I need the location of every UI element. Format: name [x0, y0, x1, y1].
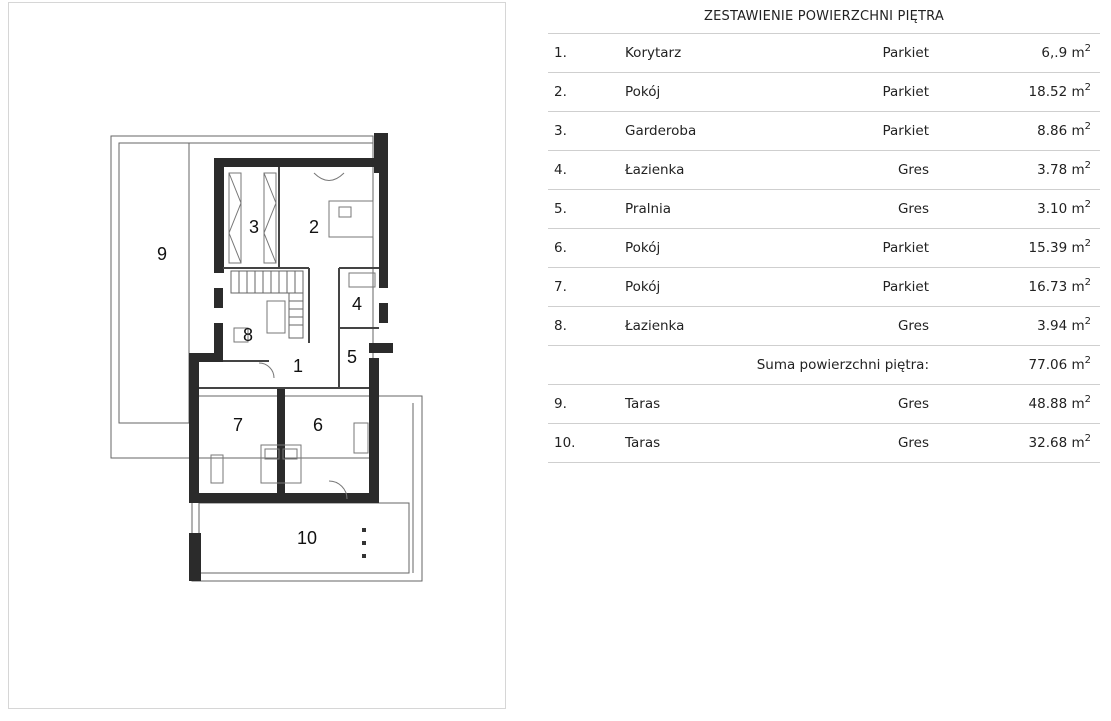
floor-material: Gres	[897, 201, 929, 217]
area-unit-exponent: 2	[1084, 316, 1091, 327]
area-value: 32.68 m	[1028, 435, 1085, 451]
table-row	[548, 385, 1100, 424]
floor-material: Gres	[897, 318, 929, 334]
area-unit-exponent: 2	[1084, 43, 1091, 54]
room-label-8: 8	[242, 324, 254, 345]
floor-material: Gres	[897, 162, 929, 178]
terrace-9	[111, 136, 373, 458]
table-row	[548, 268, 1100, 307]
room-name: Pokój	[625, 279, 661, 295]
room-label-9: 9	[156, 243, 168, 264]
room-area	[1029, 268, 1091, 306]
row-number: 5.	[554, 201, 567, 217]
room-label-4: 4	[351, 293, 363, 314]
sum-row	[548, 346, 1100, 385]
area-value: 77.06 m	[1028, 357, 1085, 373]
area-unit-exponent: 2	[1084, 355, 1091, 366]
row-number: 6.	[554, 240, 567, 256]
area-unit-exponent: 2	[1084, 199, 1091, 210]
room-name: Pralnia	[625, 201, 672, 217]
row-number: 3.	[554, 123, 567, 139]
table-row	[548, 34, 1100, 73]
area-unit-exponent: 2	[1084, 394, 1091, 405]
room-label-3: 3	[248, 216, 260, 237]
room-name: Łazienka	[625, 162, 685, 178]
area-value: 16.73 m	[1028, 279, 1085, 295]
area-value: 48.88 m	[1028, 396, 1085, 412]
area-unit-exponent: 2	[1084, 238, 1091, 249]
row-number: 1.	[554, 45, 567, 61]
sum-area	[1029, 346, 1091, 384]
area-unit-exponent: 2	[1084, 277, 1091, 288]
area-unit-exponent: 2	[1084, 433, 1091, 444]
row-number: 9.	[554, 396, 567, 412]
area-value: 15.39 m	[1028, 240, 1085, 256]
room-name: Pokój	[625, 84, 661, 100]
floor-material: Parkiet	[882, 240, 929, 256]
terrace-10	[192, 396, 422, 581]
terrace-railing-dots	[362, 528, 366, 558]
area-value: 3.78 m	[1037, 162, 1085, 178]
area-summary-table	[548, 0, 1100, 463]
floor-material: Gres	[897, 435, 929, 451]
floor-material: Gres	[897, 396, 929, 412]
table-row	[548, 112, 1100, 151]
room-label-7: 7	[232, 414, 244, 435]
table-row	[548, 73, 1100, 112]
room-label-10: 10	[296, 527, 318, 548]
floor-material: Parkiet	[882, 84, 929, 100]
area-value: 6,.9 m	[1041, 45, 1085, 61]
room-area	[1029, 385, 1091, 423]
floor-material: Parkiet	[882, 123, 929, 139]
room-label-1: 1	[292, 355, 304, 376]
room-label-6: 6	[312, 414, 324, 435]
room-area	[1029, 424, 1091, 462]
walls	[189, 133, 393, 581]
table-row	[548, 151, 1100, 190]
room-area	[1029, 229, 1091, 267]
area-value: 18.52 m	[1028, 84, 1085, 100]
room-area	[1041, 34, 1091, 72]
area-value: 8.86 m	[1037, 123, 1085, 139]
room-label-5: 5	[346, 346, 358, 367]
room-name: Garderoba	[625, 123, 697, 139]
room-area	[1037, 190, 1091, 228]
room-area	[1037, 151, 1091, 189]
area-unit-exponent: 2	[1084, 82, 1091, 93]
furniture	[211, 173, 375, 499]
table-row	[548, 190, 1100, 229]
room-name: Korytarz	[625, 45, 682, 61]
table-row	[548, 424, 1100, 463]
row-number: 4.	[554, 162, 567, 178]
room-name: Łazienka	[625, 318, 685, 334]
row-number: 10.	[554, 435, 576, 451]
table-row	[548, 229, 1100, 268]
row-number: 2.	[554, 84, 567, 100]
sum-label: Suma powierzchni piętra:	[756, 357, 929, 373]
floor-material: Parkiet	[882, 45, 929, 61]
area-unit-exponent: 2	[1084, 160, 1091, 171]
area-value: 3.94 m	[1037, 318, 1085, 334]
table-row	[548, 307, 1100, 346]
room-name: Taras	[625, 435, 661, 451]
row-number: 7.	[554, 279, 567, 295]
room-name: Pokój	[625, 240, 661, 256]
floor-plan-panel	[8, 2, 506, 709]
room-label-2: 2	[308, 216, 320, 237]
room-name: Taras	[625, 396, 661, 412]
area-unit-exponent: 2	[1084, 121, 1091, 132]
table-title: ZESTAWIENIE POWIERZCHNI PIĘTRA	[548, 0, 1100, 34]
area-value: 3.10 m	[1037, 201, 1085, 217]
floor-plan-drawing	[9, 3, 507, 710]
room-area	[1029, 73, 1091, 111]
floor-material: Parkiet	[882, 279, 929, 295]
room-area	[1037, 307, 1091, 345]
row-number: 8.	[554, 318, 567, 334]
room-area	[1037, 112, 1091, 150]
